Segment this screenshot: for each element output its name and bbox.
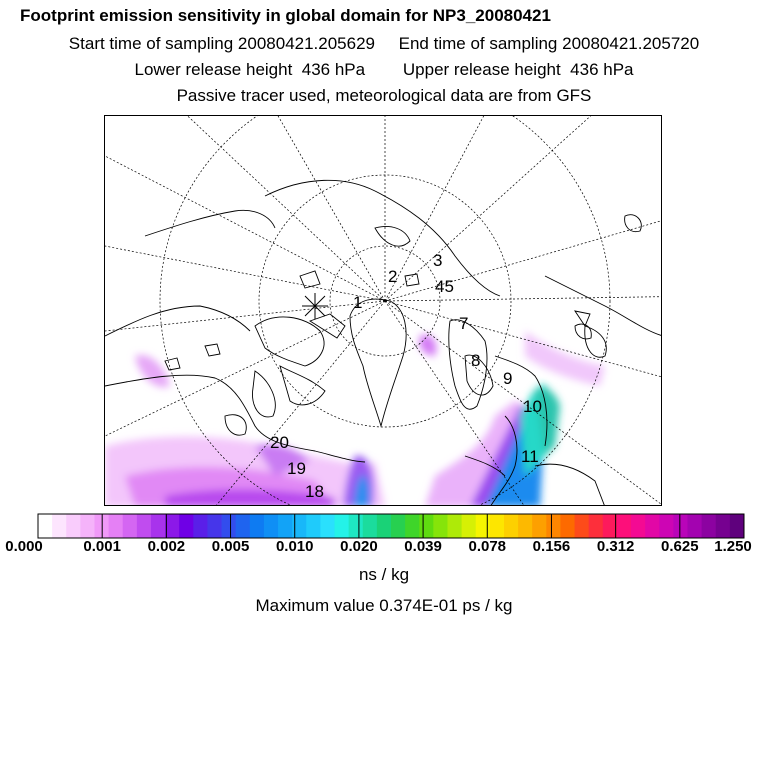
colorbar-swatch <box>123 514 138 538</box>
trajectory-label: 9 <box>503 369 513 388</box>
upper-release-height: Upper release height 436 hPa <box>402 60 634 79</box>
release-heights <box>0 60 768 80</box>
colorbar-swatch <box>222 514 237 538</box>
polar-map <box>104 115 662 506</box>
colorbar-swatch <box>137 514 152 538</box>
colorbar-tick-label: 0.002 <box>147 538 186 555</box>
colorbar-swatch <box>306 514 321 538</box>
colorbar-tick-label: 0.312 <box>596 538 635 555</box>
colorbar-swatch <box>349 514 364 538</box>
sensitivity-field <box>105 331 605 506</box>
colorbar-tick-label: 0.001 <box>83 538 121 555</box>
colorbar-swatch <box>335 514 350 538</box>
colorbar-swatch <box>447 514 462 538</box>
colorbar-swatch <box>193 514 208 538</box>
colorbar-swatch <box>165 514 180 538</box>
trajectory-label: 19 <box>287 459 306 478</box>
colorbar-swatch <box>589 514 604 538</box>
colorbar-swatch <box>109 514 124 538</box>
colorbar-swatch <box>52 514 67 538</box>
colorbar-units: ns / kg <box>358 565 410 584</box>
trajectory-label: 3 <box>433 251 443 270</box>
colorbar-swatch <box>250 514 265 538</box>
colorbar-swatch <box>645 514 660 538</box>
release-point-marker <box>302 293 328 319</box>
end-time: End time of sampling 20080421.205720 <box>398 34 700 53</box>
colorbar-swatch <box>490 514 505 538</box>
colorbar-tick-label: 0.625 <box>661 538 699 555</box>
colorbar-tick-label: 0.005 <box>211 538 250 555</box>
map-title: Footprint emission sensitivity in global domain for NP3_20080421 <box>20 6 551 25</box>
colorbar-tick-label: 0.039 <box>404 538 442 555</box>
colorbar-swatch <box>320 514 335 538</box>
colorbar-tick-label: 0.020 <box>340 538 378 555</box>
colorbar-swatch <box>546 514 561 538</box>
colorbar <box>37 513 745 539</box>
colorbar-swatch <box>532 514 547 538</box>
colorbar-swatch <box>575 514 590 538</box>
colorbar-swatch <box>278 514 293 538</box>
trajectory-label: 7 <box>459 314 469 333</box>
tracer-info: Passive tracer used, meteorological data are from GFS <box>176 86 592 105</box>
colorbar-swatch <box>617 514 632 538</box>
colorbar-swatch <box>66 514 81 538</box>
colorbar-swatch <box>80 514 95 538</box>
colorbar-swatch <box>38 514 53 538</box>
colorbar-swatch <box>631 514 646 538</box>
trajectory-label: 2 <box>388 267 398 286</box>
trajectory-label: 10 <box>523 397 542 416</box>
trajectory-label: 20 <box>270 433 289 452</box>
colorbar-swatch <box>688 514 703 538</box>
colorbar-swatch <box>518 514 533 538</box>
colorbar-swatch <box>702 514 717 538</box>
colorbar-swatch <box>659 514 674 538</box>
colorbar-swatch <box>151 514 166 538</box>
colorbar-swatch <box>405 514 420 538</box>
colorbar-swatch <box>207 514 222 538</box>
sampling-times <box>0 34 768 54</box>
colorbar-tick-label: 0.156 <box>532 538 571 555</box>
colorbar-tick-label: 1.250 <box>714 538 752 555</box>
trajectory-label: 1 <box>353 293 363 312</box>
trajectory-label: 18 <box>305 482 324 501</box>
trajectory-label: 45 <box>435 277 454 296</box>
colorbar-swatch <box>377 514 392 538</box>
colorbar-swatch <box>716 514 731 538</box>
colorbar-swatch <box>433 514 448 538</box>
colorbar-swatch <box>419 514 434 538</box>
colorbar-swatch <box>673 514 688 538</box>
colorbar-tick-label: 0.078 <box>468 538 507 555</box>
lower-release-height: Lower release height 436 hPa <box>134 60 366 79</box>
polar-map-canvas <box>105 116 662 506</box>
start-time: Start time of sampling 20080421.205629 <box>68 34 376 53</box>
colorbar-swatch <box>391 514 406 538</box>
trajectory-label: 11 <box>521 447 539 466</box>
colorbar-swatch <box>236 514 251 538</box>
colorbar-swatch <box>730 514 745 538</box>
colorbar-tick-label: 0.010 <box>275 538 314 555</box>
colorbar-tick-label: 0.000 <box>5 538 43 555</box>
colorbar-swatch <box>264 514 279 538</box>
maximum-value: Maximum value 0.374E-01 ps / kg <box>255 596 513 615</box>
trajectory-label: 8 <box>471 351 481 370</box>
colorbar-swatch <box>560 514 575 538</box>
colorbar-swatch <box>462 514 477 538</box>
colorbar-swatch <box>476 514 491 538</box>
colorbar-swatch <box>179 514 194 538</box>
colorbar-swatch <box>363 514 378 538</box>
colorbar-swatch <box>504 514 519 538</box>
